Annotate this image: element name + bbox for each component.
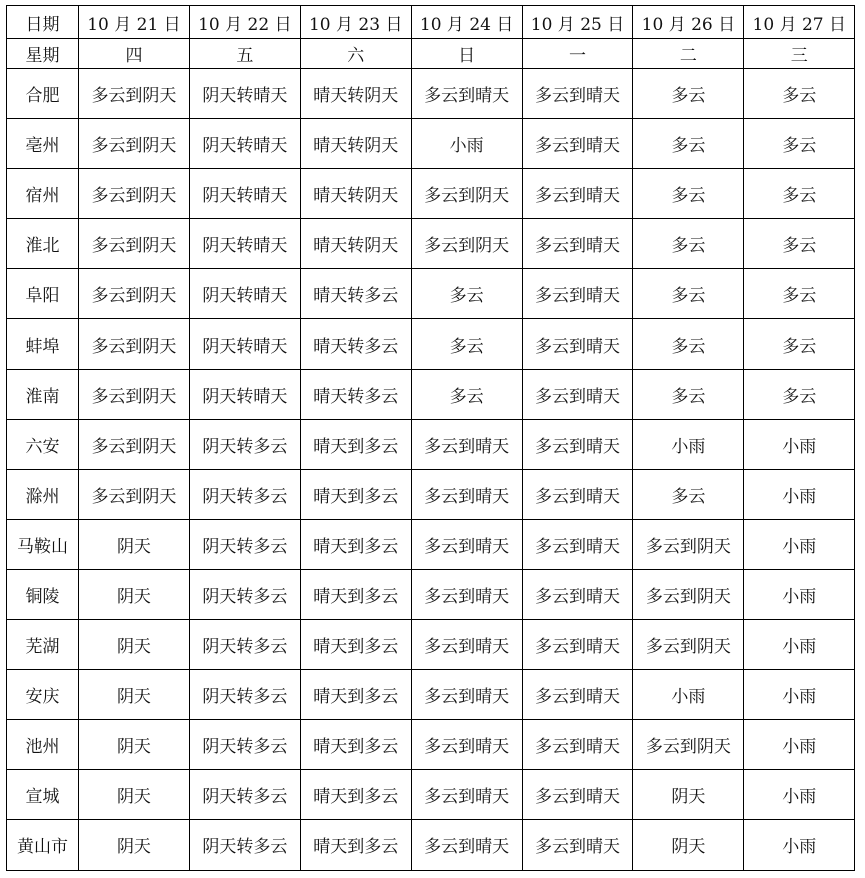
city-cell: 六安 xyxy=(7,419,79,469)
forecast-cell: 晴天转多云 xyxy=(300,269,411,319)
forecast-cell: 多云 xyxy=(633,269,744,319)
forecast-cell: 阴天转晴天 xyxy=(189,319,300,369)
forecast-cell: 阴天转晴天 xyxy=(189,119,300,169)
forecast-cell: 阴天 xyxy=(79,620,190,670)
forecast-cell: 多云到阴天 xyxy=(411,169,522,219)
forecast-cell: 多云到阴天 xyxy=(633,519,744,569)
forecast-cell: 阴天转多云 xyxy=(189,469,300,519)
city-cell: 铜陵 xyxy=(7,569,79,619)
date-cell: 10 月 25 日 xyxy=(522,6,633,39)
city-cell: 池州 xyxy=(7,720,79,770)
date-label-cell: 日期 xyxy=(7,6,79,39)
forecast-cell: 多云到阴天 xyxy=(79,69,190,119)
city-cell: 宣城 xyxy=(7,770,79,820)
forecast-cell: 多云到阴天 xyxy=(411,219,522,269)
forecast-cell: 多云到阴天 xyxy=(79,119,190,169)
city-cell: 亳州 xyxy=(7,119,79,169)
date-cell: 10 月 23 日 xyxy=(300,6,411,39)
forecast-cell: 多云到晴天 xyxy=(411,620,522,670)
weekday-cell: 日 xyxy=(411,39,522,69)
weekday-cell: 四 xyxy=(79,39,190,69)
forecast-cell: 阴天转晴天 xyxy=(189,269,300,319)
table-row xyxy=(7,269,855,319)
table-row xyxy=(7,770,855,820)
forecast-cell: 多云到晴天 xyxy=(411,519,522,569)
forecast-cell: 多云到晴天 xyxy=(411,69,522,119)
forecast-cell: 晴天到多云 xyxy=(300,569,411,619)
forecast-cell: 小雨 xyxy=(744,620,855,670)
table-row xyxy=(7,569,855,619)
weekday-cell: 六 xyxy=(300,39,411,69)
city-cell: 黄山市 xyxy=(7,820,79,870)
forecast-cell: 多云到阴天 xyxy=(633,569,744,619)
weekday-cell: 一 xyxy=(522,39,633,69)
forecast-cell: 阴天转晴天 xyxy=(189,369,300,419)
forecast-cell: 多云到阴天 xyxy=(633,720,744,770)
table-row xyxy=(7,369,855,419)
date-cell: 10 月 26 日 xyxy=(633,6,744,39)
city-cell: 淮北 xyxy=(7,219,79,269)
table-row xyxy=(7,720,855,770)
table-row xyxy=(7,519,855,569)
forecast-cell: 多云到阴天 xyxy=(79,269,190,319)
forecast-cell: 多云到晴天 xyxy=(522,419,633,469)
forecast-cell: 多云到阴天 xyxy=(79,469,190,519)
table-row xyxy=(7,620,855,670)
forecast-cell: 阴天转多云 xyxy=(189,519,300,569)
table-row xyxy=(7,670,855,720)
forecast-cell: 小雨 xyxy=(744,519,855,569)
forecast-cell: 晴天到多云 xyxy=(300,820,411,870)
city-cell: 马鞍山 xyxy=(7,519,79,569)
forecast-cell: 多云到阴天 xyxy=(79,169,190,219)
date-cell: 10 月 22 日 xyxy=(189,6,300,39)
date-header-row xyxy=(7,6,855,39)
forecast-cell: 多云到阴天 xyxy=(79,219,190,269)
forecast-cell: 多云 xyxy=(411,269,522,319)
table-row xyxy=(7,319,855,369)
forecast-cell: 晴天到多云 xyxy=(300,670,411,720)
forecast-cell: 多云 xyxy=(411,319,522,369)
forecast-cell: 多云到晴天 xyxy=(522,69,633,119)
forecast-cell: 多云 xyxy=(744,69,855,119)
forecast-cell: 多云 xyxy=(744,219,855,269)
forecast-cell: 多云 xyxy=(411,369,522,419)
forecast-cell: 阴天转多云 xyxy=(189,770,300,820)
forecast-cell: 多云 xyxy=(744,119,855,169)
city-cell: 宿州 xyxy=(7,169,79,219)
forecast-cell: 多云到晴天 xyxy=(522,670,633,720)
forecast-cell: 小雨 xyxy=(744,720,855,770)
forecast-cell: 多云到晴天 xyxy=(522,569,633,619)
date-cell: 10 月 27 日 xyxy=(744,6,855,39)
forecast-cell: 多云到晴天 xyxy=(522,519,633,569)
forecast-cell: 多云 xyxy=(744,319,855,369)
forecast-cell: 多云 xyxy=(633,69,744,119)
forecast-cell: 多云 xyxy=(633,169,744,219)
forecast-cell: 多云到阴天 xyxy=(79,419,190,469)
forecast-cell: 阴天转多云 xyxy=(189,720,300,770)
forecast-cell: 多云到阴天 xyxy=(79,369,190,419)
forecast-cell: 晴天转阴天 xyxy=(300,119,411,169)
forecast-cell: 多云 xyxy=(744,169,855,219)
forecast-cell: 晴天转阴天 xyxy=(300,69,411,119)
forecast-cell: 阴天 xyxy=(79,720,190,770)
forecast-cell: 晴天转多云 xyxy=(300,319,411,369)
forecast-cell: 阴天 xyxy=(633,820,744,870)
forecast-cell: 晴天到多云 xyxy=(300,720,411,770)
table-row xyxy=(7,69,855,119)
forecast-cell: 多云到晴天 xyxy=(522,319,633,369)
forecast-cell: 晴天到多云 xyxy=(300,469,411,519)
forecast-cell: 多云到晴天 xyxy=(411,670,522,720)
forecast-cell: 多云到晴天 xyxy=(522,219,633,269)
forecast-cell: 多云到晴天 xyxy=(522,369,633,419)
forecast-cell: 多云到晴天 xyxy=(522,269,633,319)
forecast-cell: 小雨 xyxy=(633,670,744,720)
table-row xyxy=(7,119,855,169)
forecast-cell: 多云到晴天 xyxy=(522,620,633,670)
weather-forecast-table xyxy=(6,5,855,871)
date-cell: 10 月 24 日 xyxy=(411,6,522,39)
forecast-cell: 多云到晴天 xyxy=(522,469,633,519)
table-row xyxy=(7,169,855,219)
weekday-cell: 二 xyxy=(633,39,744,69)
forecast-cell: 阴天 xyxy=(79,820,190,870)
forecast-cell: 多云到晴天 xyxy=(522,820,633,870)
forecast-cell: 阴天 xyxy=(79,770,190,820)
forecast-cell: 小雨 xyxy=(744,770,855,820)
forecast-cell: 晴天到多云 xyxy=(300,419,411,469)
city-cell: 芜湖 xyxy=(7,620,79,670)
table-row xyxy=(7,820,855,870)
forecast-cell: 多云到阴天 xyxy=(79,319,190,369)
weekday-header-row xyxy=(7,39,855,69)
forecast-cell: 多云到晴天 xyxy=(522,720,633,770)
table-row xyxy=(7,219,855,269)
city-cell: 滁州 xyxy=(7,469,79,519)
forecast-cell: 多云 xyxy=(633,369,744,419)
city-cell: 安庆 xyxy=(7,670,79,720)
forecast-cell: 阴天 xyxy=(79,569,190,619)
forecast-cell: 阴天转多云 xyxy=(189,419,300,469)
forecast-cell: 阴天 xyxy=(79,519,190,569)
forecast-cell: 阴天 xyxy=(633,770,744,820)
table-row xyxy=(7,469,855,519)
forecast-cell: 阴天转晴天 xyxy=(189,219,300,269)
table-row xyxy=(7,419,855,469)
forecast-cell: 小雨 xyxy=(411,119,522,169)
forecast-cell: 阴天转多云 xyxy=(189,569,300,619)
weekday-cell: 三 xyxy=(744,39,855,69)
forecast-cell: 多云到晴天 xyxy=(522,770,633,820)
forecast-cell: 多云 xyxy=(633,469,744,519)
forecast-cell: 多云到晴天 xyxy=(411,419,522,469)
forecast-cell: 多云到晴天 xyxy=(411,569,522,619)
forecast-cell: 小雨 xyxy=(744,670,855,720)
forecast-cell: 多云 xyxy=(633,219,744,269)
forecast-cell: 晴天转阴天 xyxy=(300,169,411,219)
forecast-cell: 阴天转多云 xyxy=(189,620,300,670)
forecast-cell: 多云到晴天 xyxy=(411,820,522,870)
forecast-cell: 多云 xyxy=(744,269,855,319)
forecast-cell: 阴天转多云 xyxy=(189,820,300,870)
forecast-cell: 多云到晴天 xyxy=(411,469,522,519)
forecast-cell: 多云 xyxy=(744,369,855,419)
forecast-cell: 小雨 xyxy=(633,419,744,469)
city-cell: 阜阳 xyxy=(7,269,79,319)
city-cell: 蚌埠 xyxy=(7,319,79,369)
forecast-cell: 多云到晴天 xyxy=(522,169,633,219)
forecast-cell: 晴天到多云 xyxy=(300,620,411,670)
forecast-cell: 多云 xyxy=(633,119,744,169)
city-cell: 合肥 xyxy=(7,69,79,119)
weekday-cell: 五 xyxy=(189,39,300,69)
forecast-cell: 阴天转晴天 xyxy=(189,169,300,219)
forecast-cell: 晴天转阴天 xyxy=(300,219,411,269)
forecast-cell: 多云到阴天 xyxy=(633,620,744,670)
forecast-cell: 多云到晴天 xyxy=(411,720,522,770)
forecast-cell: 阴天转多云 xyxy=(189,670,300,720)
forecast-cell: 小雨 xyxy=(744,469,855,519)
forecast-cell: 晴天到多云 xyxy=(300,519,411,569)
weekday-label-cell: 星期 xyxy=(7,39,79,69)
forecast-cell: 多云到晴天 xyxy=(411,770,522,820)
forecast-cell: 小雨 xyxy=(744,569,855,619)
date-cell: 10 月 21 日 xyxy=(79,6,190,39)
forecast-cell: 小雨 xyxy=(744,419,855,469)
table-body xyxy=(7,6,855,871)
forecast-cell: 多云 xyxy=(633,319,744,369)
forecast-cell: 晴天转多云 xyxy=(300,369,411,419)
city-cell: 淮南 xyxy=(7,369,79,419)
forecast-cell: 小雨 xyxy=(744,820,855,870)
forecast-cell: 晴天到多云 xyxy=(300,770,411,820)
forecast-cell: 阴天转晴天 xyxy=(189,69,300,119)
forecast-cell: 阴天 xyxy=(79,670,190,720)
forecast-cell: 多云到晴天 xyxy=(522,119,633,169)
